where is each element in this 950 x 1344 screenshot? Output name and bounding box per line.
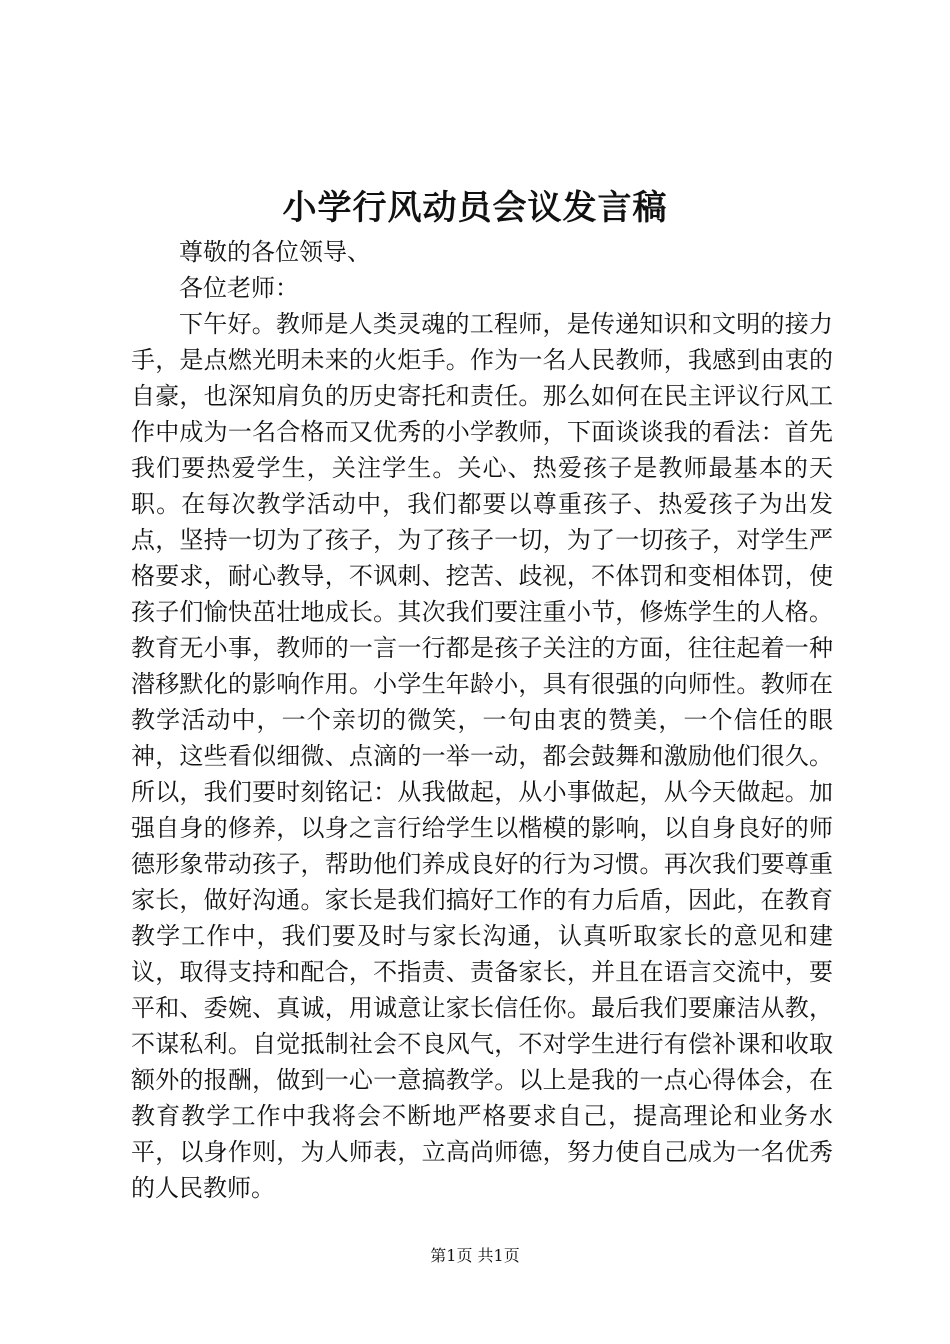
page-footer: 第1页 共1页 xyxy=(430,1246,520,1265)
speech-paragraph: 下午好。教师是人类灵魂的工程师，是传递知识和文明的接力手，是点燃光明未来的火炬手。作为一名人民教师，我感到由衷的自豪，也深知肩负的历史寄托和责任。那么如何在民主评议行风工作中成为一名合格而又优秀的小学教师，下面谈谈我的看法：首先我们要热爱学生，关注学生。关心、热爱孩子是教师最基本的天职。在每次教学活动中，我们都要以尊重孩子、热爱孩子为出发点，坚持一切为了孩子，为了孩子一切，为了一切孩子，对学生严格要求，耐心教导，不讽刺、挖苦、歧视，不体罚和变相体罚，使孩子们愉快茁壮地成长。其次我们要注重小节，修炼学生的人格。教育无小事，教师的一言一行都是孩子关注的方面，往往起着一种潜移默化的影响作用。小学生年龄小，具有很强的向师性。教师在教学活动中，一个亲切的微笑，一句由衷的赞美，一个信任的眼神，这些看似细微、点滴的一举一动，都会鼓舞和激励他们很久。所以，我们要时刻铭记：从我做起，从小事做起，从今天做起。加强自身的修养，以身之言行给学生以楷模的影响，以自身良好的师德形象带动孩子，帮助他们养成良好的行为习惯。再次我们要尊重家长，做好沟通。家长是我们搞好工作的有力后盾，因此，在教育教学工作中，我们要及时与家长沟通，认真听取家长的意见和建议，取得支持和配合，不指责、责备家长，并且在语言交流中，要平和、委婉、真诚，用诚意让家长信任你。最后我们要廉洁从教，不谋私利。自觉抵制社会不良风气，不对学生进行有偿补课和收取额外的报酬，做到一心一意搞教学。以上是我的一点心得体会，在教育教学工作中我将会不断地严格要求自己，提高理论和业务水平，以身作则，为人师表，立高尚师德，努力使自己成为一名优秀的人民教师。 xyxy=(131,310,833,1202)
salutation-line: 尊敬的各位领导、 xyxy=(179,238,371,266)
salutation-line: 各位老师： xyxy=(179,274,299,302)
document-title: 小学行风动员会议发言稿 xyxy=(282,188,668,228)
document-body xyxy=(131,234,833,1206)
